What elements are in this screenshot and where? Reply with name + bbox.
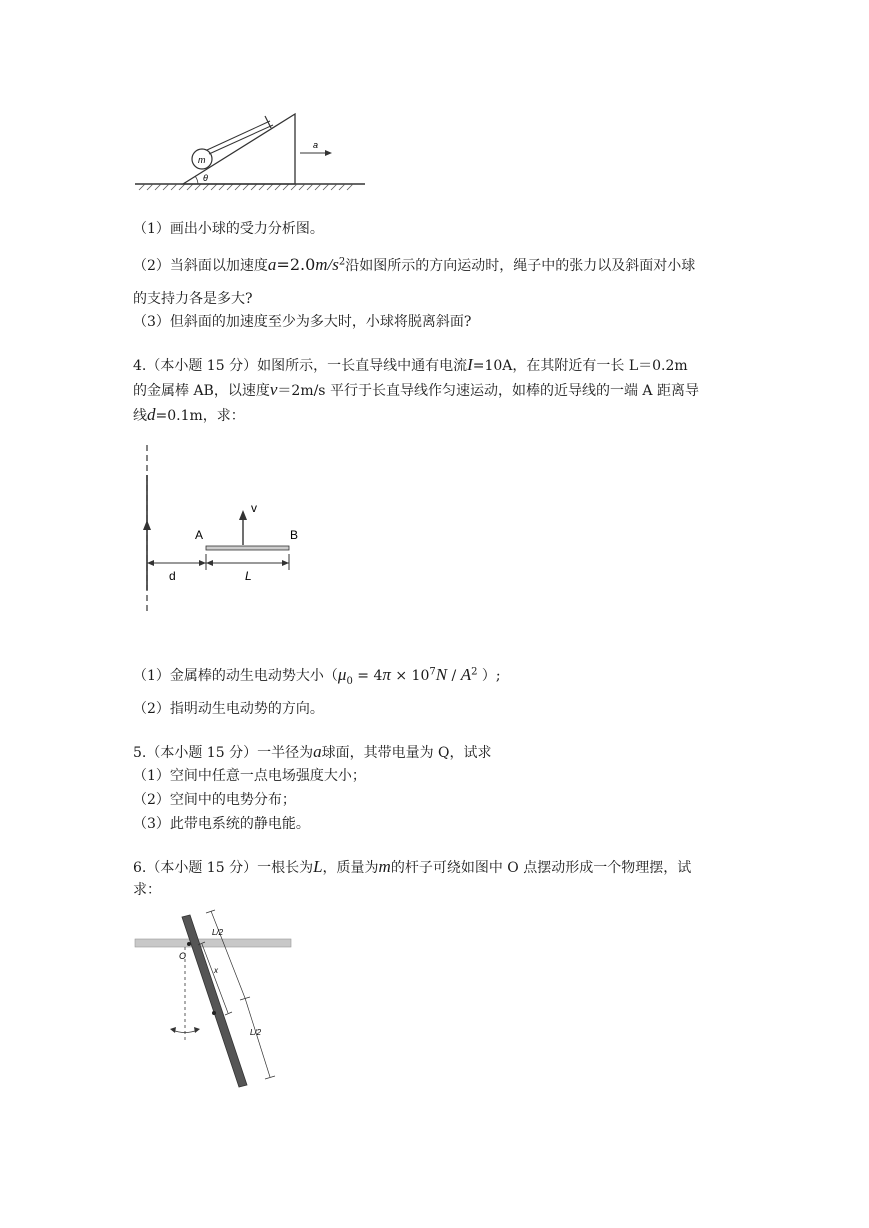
q3-part3: （3）但斜面的加速度至少为多大时，小球将脱离斜面?: [133, 314, 472, 330]
q4-part2: （2）指明动生电动势的方向。: [133, 701, 324, 717]
q5-part1: （1）空间中任意一点电场强度大小；: [133, 768, 366, 784]
label-L2-top: L/2: [212, 928, 224, 937]
q5-line1: 5.（本小题 15 分）一半径为a球面，其带电量为 Q，试求: [133, 742, 492, 761]
pendulum-figure: [130, 905, 300, 1095]
q5-part2: （2）空间中的电势分布；: [133, 792, 296, 808]
q3-part2: （2）当斜面以加速度$a=2.0m/s^2$沿如图所示的方向运动时，绳子中的张力以及斜面对小球: [133, 255, 696, 274]
label-B: B: [290, 528, 299, 542]
wire-rod-figure: [130, 440, 320, 620]
mass-label: m: [198, 155, 206, 165]
incline-figure: [125, 108, 375, 198]
q3-part1: （1）画出小球的受力分析图。: [133, 221, 324, 237]
angle-label: θ: [203, 173, 208, 183]
q4-line2: 的金属棒 AB，以速度v＝2m/s 平行于长直导线作匀速运动，如棒的近导线的一端 A 距离导: [133, 380, 699, 399]
label-x: x: [214, 966, 218, 975]
accel-label: a: [313, 140, 319, 150]
label-L: L: [245, 569, 252, 583]
q3-part2-cont: 的支持力各是多大?: [133, 291, 253, 307]
label-v: v: [251, 501, 257, 515]
q5-part3: （3）此带电系统的静电能。: [133, 816, 310, 832]
q6-line1: 6.（本小题 15 分）一根长为L，质量为m的杆子可绕如图中 O 点摆动形成一个物理摆，试: [133, 857, 692, 876]
label-d: d: [169, 569, 176, 583]
q4-line1: 4.（本小题 15 分）如图所示，一长直导线中通有电流I=10A，在其附近有一长 L＝0.2m: [133, 355, 688, 374]
label-L2-bottom: L/2: [250, 1028, 262, 1037]
q4-part1: （1）金属棒的动生电动势大小（$\mu_0 = 4\pi \times 10^7N / A^2$ ）;: [133, 665, 501, 687]
label-A: A: [195, 528, 204, 542]
q4-line3: 线d=0.1m，求：: [133, 405, 245, 424]
q6-line2: 求：: [133, 882, 161, 898]
label-O: O: [179, 951, 187, 961]
